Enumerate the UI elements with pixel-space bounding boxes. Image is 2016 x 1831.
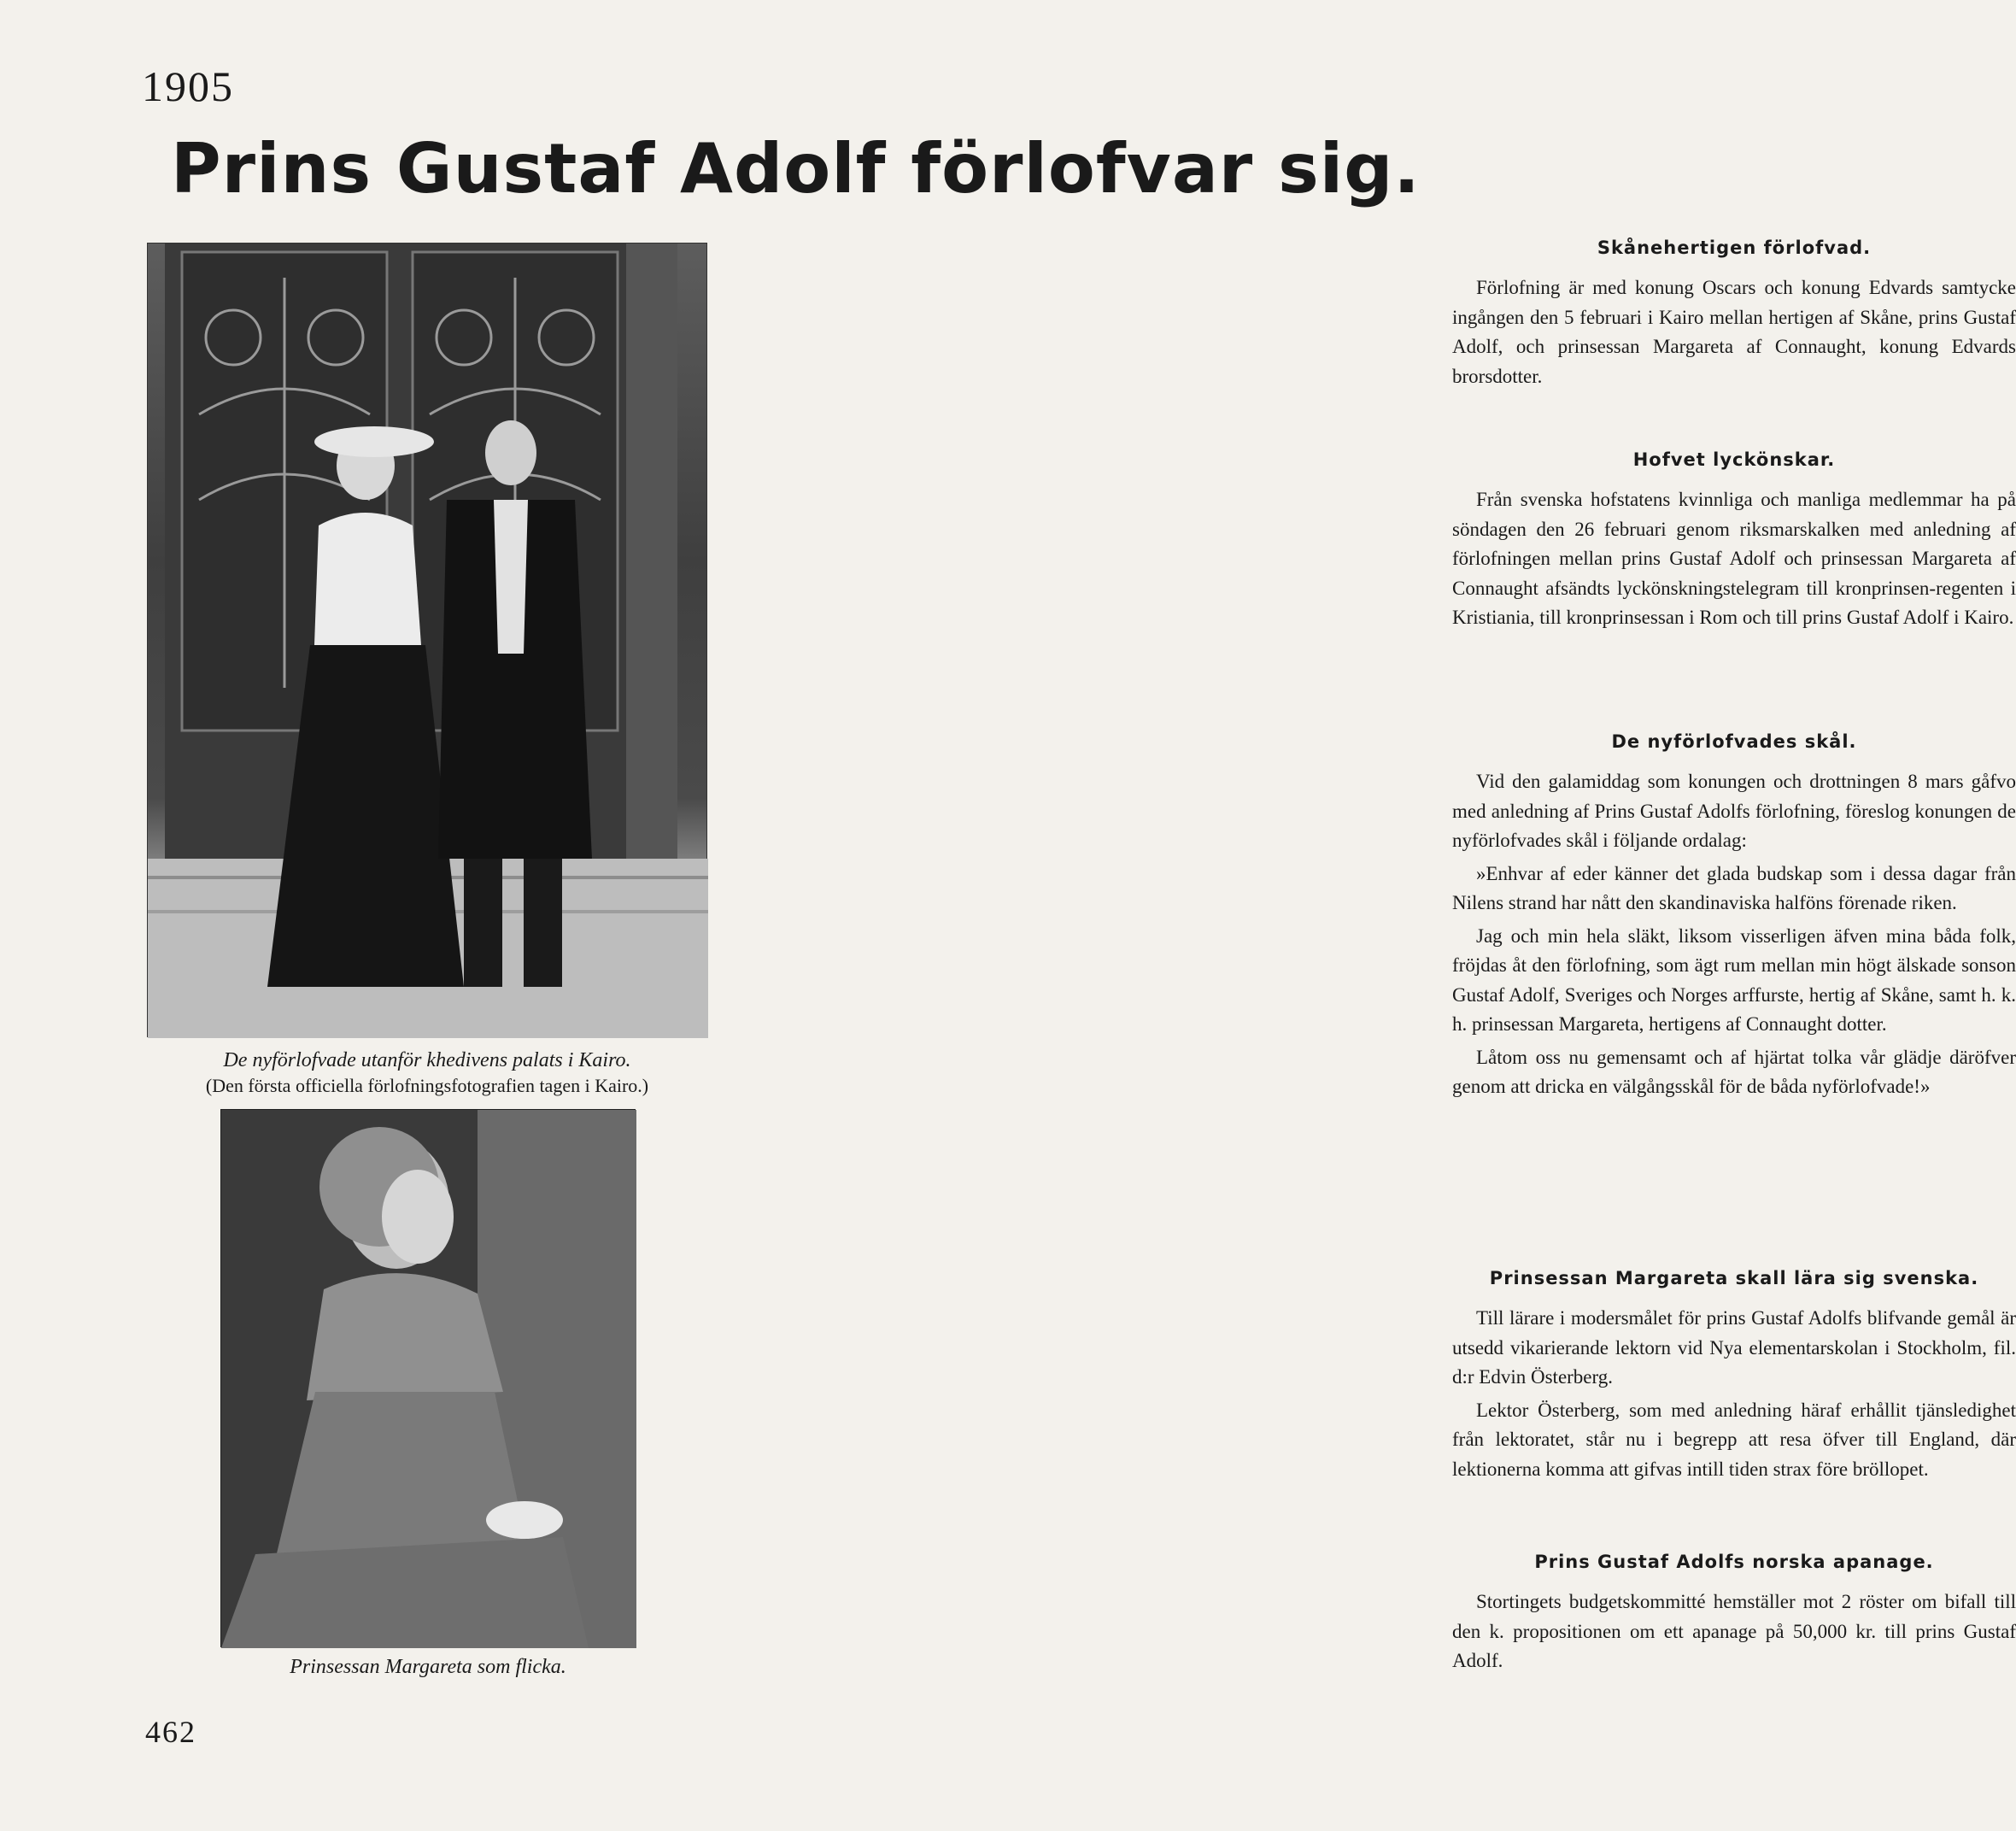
section-heading: Prins Gustaf Adolfs norska apanage. xyxy=(1534,1552,1934,1572)
paragraph: Låtom oss nu gemensamt och af hjärtat tolka vår glädje däröfver genom att dricka en välgångsskål för de båda nyförlofvade!» xyxy=(1452,1046,2016,1097)
paragraph: »Enhvar af eder känner det glada budskap som i dessa dagar från Nilens strand har nått den skandinaviska halföns förenade riken. xyxy=(1452,862,2016,913)
couple-photo-caption xyxy=(147,1048,707,1099)
section-skal xyxy=(1452,731,2016,1102)
section-skanehertigen xyxy=(1452,238,2016,391)
section-heading: Skånehertigen förlofvad. xyxy=(1597,238,1872,258)
paragraph: Förlofning är med konung Oscars och konung Edvards samtycke ingången den 5 februari i Kairo mellan hertigen af Skåne, prins Gustaf Adolf, och prinsessan Margareta af Connaught, konung Edvards brorsdotter. xyxy=(1452,277,2016,387)
paragraph: Till lärare i modersmålet för prins Gustaf Adolfs blifvande gemål är utsedd vikarierande lektorn vid Nya elementarskolan i Stockholm, fil. d:r Edvin Österberg. xyxy=(1452,1307,2016,1388)
section-apanage xyxy=(1452,1552,2016,1676)
caption-sub: (Den första officiella förlofningsfotografien tagen i Kairo.) xyxy=(205,1075,649,1096)
section-hofvet xyxy=(1452,449,2016,633)
page-number: 462 xyxy=(145,1715,196,1749)
paragraph: Från svenska hofstatens kvinnliga och manliga medlemmar ha på söndagen den 26 februari genom riksmarskalken med anledning af förlofningen mellan prins Gustaf Adolf och prinsessan Margareta af Connaught afsändts lyckönskningstelegram till kronprinsen-regenten i Kristiania, till kronprinsessan i Rom och till prins Gustaf Adolf i Kairo. xyxy=(1452,489,2016,628)
princess-photo-caption: Prinsessan Margareta som flicka. xyxy=(290,1656,566,1678)
couple-photo xyxy=(147,243,707,1037)
section-svenska xyxy=(1452,1268,2016,1484)
caption-main: De nyförlofvade utanför khedivens palats i Kairo. xyxy=(223,1049,631,1071)
paragraph: Stortingets budgetskommitté hemställer mot 2 röster om bifall till den k. propositionen om ett apanage på 50,000 kr. till prins Gustaf Adolf. xyxy=(1452,1591,2016,1671)
section-heading: De nyförlofvades skål. xyxy=(1611,731,1857,752)
paragraph: Vid den galamiddag som konungen och drottningen 8 mars gåfvo med anledning af Prins Gustaf Adolfs förlofning, föreslog konungen de nyförlofvades skål i följande ordalag: xyxy=(1452,771,2016,851)
paragraph: Jag och min hela släkt, liksom visserligen äfven mina båda folk, fröjdas åt den förlofning, som ägt rum mellan min högt älskade sonson Gustaf Adolf, Sveriges och Norges arffurste, hertig af Skåne, samt h. k. h. prinsessan Margareta, hertigens af Connaught dotter. xyxy=(1452,924,2016,1035)
section-heading: Hofvet lyckönskar. xyxy=(1632,449,1836,470)
page-title: Prins Gustaf Adolf förlofvar sig. xyxy=(171,129,1421,208)
year-heading: 1905 xyxy=(142,62,234,110)
princess-portrait-photo xyxy=(220,1109,636,1647)
paragraph: Lektor Österberg, som med anledning häraf erhållit tjänsledighet från lektoratet, står nu i begrepp att resa öfver till England, där lektionerna komma att gifvas intill tiden strax före bröllopet. xyxy=(1452,1399,2016,1480)
section-heading: Prinsessan Margareta skall lära sig svenska. xyxy=(1489,1268,1979,1288)
